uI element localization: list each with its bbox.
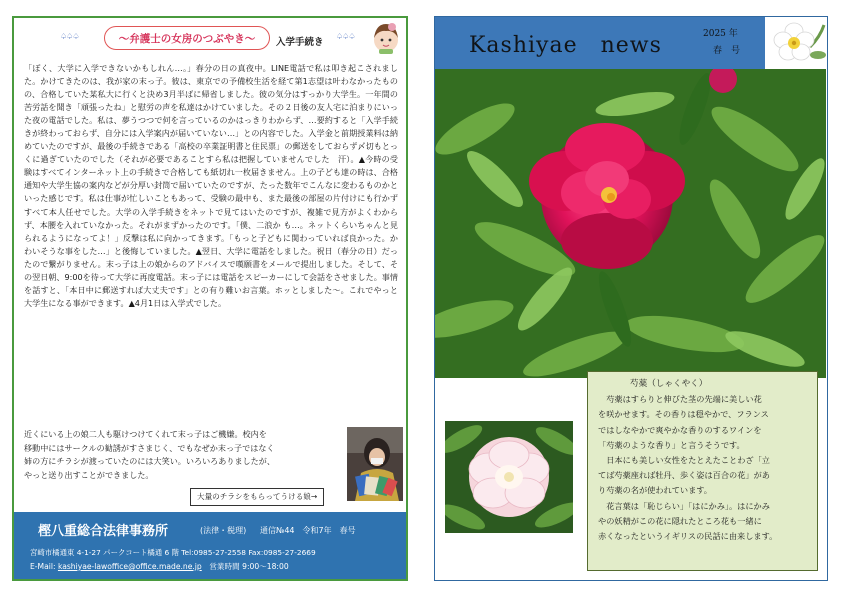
firm-footer: [14, 512, 406, 579]
peony-text-line: やの妖精がこの花に隠れたところ花も一緒に: [598, 515, 762, 526]
peony-text-line: 花言葉は「恥じらい」「はにかみ」。はにかみ: [598, 500, 770, 511]
firm-address: 宮崎市橘通東 4-1-27 パークコート橘通 6 階 Tel:0985-27-2558 Fax:0985-27-2669: [30, 548, 316, 557]
lawyer-wife-avatar-icon: [370, 20, 402, 54]
newsletter-title: Kashiyae news: [469, 33, 662, 58]
peony-text-line: 日本にも美しい女性をたとえたことわざ「立: [598, 455, 770, 466]
column-closing: [24, 428, 358, 482]
photo-caption: 大量のチラシをもらってうける娘→: [190, 488, 324, 506]
column-closing-line: 移動中にはサークルの勧誘がすさまじく、でもなぜか末っ子ではなく: [24, 442, 275, 453]
peony-text-line: り芍薬の名が使われています。: [598, 485, 712, 496]
peony-text-line: を咲かせます。その香りは穏やかで、フランス: [598, 409, 769, 420]
white-flower-photo: [766, 17, 826, 69]
issue-season: 春 号: [713, 46, 741, 56]
column-subtitle: 入学手続き: [276, 37, 324, 48]
business-hours: 営業時間 9:00〜18:00: [201, 562, 289, 571]
firm-specialty: (法律・税理): [200, 526, 247, 535]
peony-text-line: ではしなやかで爽やかな香りのするワインを: [598, 424, 762, 435]
left-page: [12, 16, 408, 581]
firm-name: 樫八重総合法律事務所: [38, 524, 169, 539]
email-link[interactable]: kashiyae-lawoffice@office.made.ne.jp: [57, 562, 202, 571]
firm-contact: [30, 561, 289, 572]
peony-text-line: てば芍薬座れば牡丹、歩く姿は百合の花」があ: [598, 470, 770, 481]
column-closing-line: やっと送り出すことができました。: [24, 469, 154, 480]
masthead: [435, 17, 765, 69]
peony-text-line: 「芍薬のような香り」と言うそうです。: [598, 439, 745, 450]
column-title: 〜弁護士の女房のつぶやき〜: [118, 32, 256, 45]
peony-title: 芍薬（しゃくやく）: [630, 379, 708, 389]
column-body: [24, 62, 398, 428]
spade-ornament-right-icon: ♤♤♤: [336, 32, 355, 41]
peony-text-line: 芍薬はすらりと伸びた茎の先端に美しい花: [598, 394, 762, 405]
issue-number: 通信№44 令和7年 春号: [260, 526, 356, 535]
column-title-row: [14, 18, 406, 58]
spade-ornament-left-icon: ♤♤♤: [60, 32, 79, 41]
peony-text-line: 赤くなったというイギリスの民話に由来します。: [598, 531, 778, 542]
red-peony-photo: [435, 69, 826, 378]
daughter-with-flyers-photo: [347, 427, 403, 501]
pink-peony-photo: [445, 421, 573, 533]
column-closing-line: 近くにいる上の娘二人も駆けつけてくれて末っ子はご機嫌。校内を: [24, 429, 267, 439]
column-closing-line: 姉の方にチラシが渡っていたのには大笑い。いろいろありましたが、: [24, 456, 275, 467]
column-paragraph: 「ぼく、大学に入学できないかもしれん…。」春分の日の真夜中。LINE電話で私は叩き起こされました。かけてきたのは、我が家の末っ子。彼は、東京での予備校生活を経て第1志望は叶わなかったものの、合格していた某私大に行くと決め3月半ばに帰省しました。彼の気分はすっかり大学生。一年間の苦労話を聞き「頑張ったね」と慰労の声を私達はかけていました。その２日後の友人宅に泊まりにいった夜の電話でした。私は、夢うつつで何を言っているのかはっきりわからず、…要約すると「入学手続きが終わっておらず、自分には入学案内が届いていない…」との内容でした。入学金と前期授業料は納めていたのですが、最後の手続きである「高校の卒業証明書と住民票」の郵送をしておらず〆切もとっくに過ぎていたのでした（それが必要であることすら私は把握していませんでした 汗）。▲今時の受験はすべてインターネット上の手続きで合格しても紙切れ一枚届きません。上の子ども達の時は、合格通知や大学生協の案内などが分厚い封筒で届いていたのですが、たった数年でこんなに変わるものかといった感じです。私は仕事が忙しいこともあって、受験の最中も、また最後の部屋の片付けにも行かずすべて本人任せでした。大学の入学手続きをネットで見てはいたのですが、複雑で見方がよくわからず、本腰を入れていなかった。それがまずかったのです。「僕、二浪か も…。ネットくらいちゃんと見られるようになってよ！」反撃は私に向かってきます。「もっと子どもに関わっていれば良かった。かわいそうな事をした…」と後悔していました。▲翌日、大学に電話をしました。祝日（春分の日）だったので繋がりません。末っ子は上の娘からのアドバイスで嘆願書をメールで提出しました。そして、その翌日朝、9:00を待って大学に再度電話。末っ子には電話をスピーカーにして会話をさせました。事情を話すと、「本日中に郵送すれば大丈夫です」との有り難いお言葉。ホッとしました〜。これでやっと大学生になる事ができます。▲4月1日は入学式でした。: [24, 63, 398, 308]
column-title-box: [104, 26, 270, 50]
right-page: [434, 16, 828, 581]
email-label: E-Mail:: [30, 562, 58, 571]
issue-year: 2025 年: [703, 29, 738, 39]
peony-article: [587, 371, 818, 571]
